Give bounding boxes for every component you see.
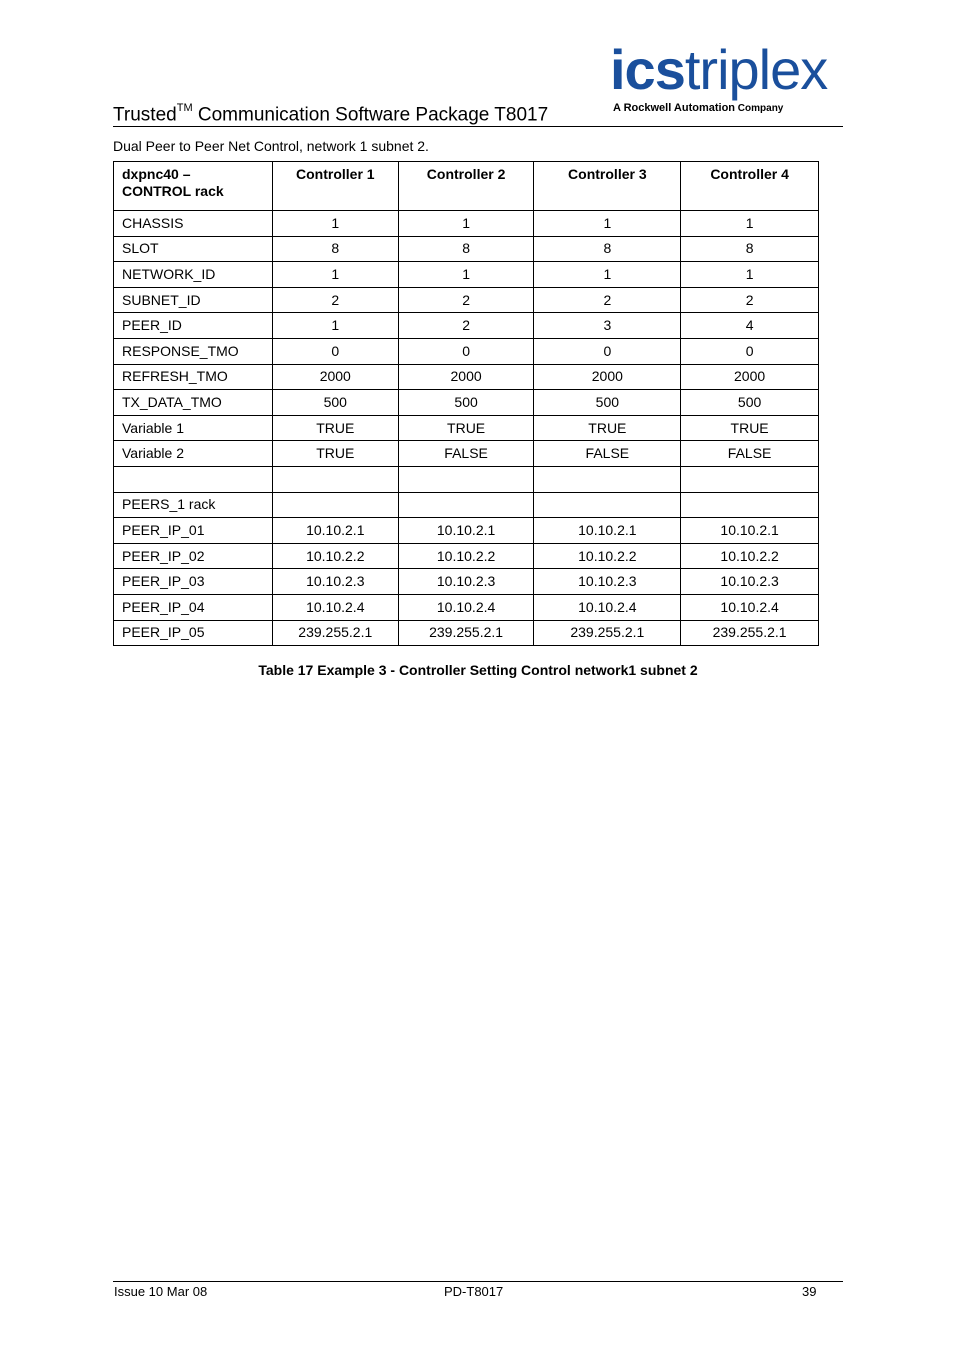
cell-controller-1: 1 <box>272 313 398 339</box>
cell-controller-4: 2 <box>681 287 819 313</box>
cell-controller-4: 10.10.2.1 <box>681 518 819 544</box>
header-title-trusted: Trusted <box>113 104 177 126</box>
cell-controller-4: 8 <box>681 236 819 262</box>
table-row <box>114 569 819 595</box>
cell-controller-2: 10.10.2.1 <box>398 518 534 544</box>
header-title-product: Communication Software Package T8017 <box>192 104 549 126</box>
cell-controller-1: 2 <box>272 287 398 313</box>
cell-controller-2: 10.10.2.4 <box>398 594 534 620</box>
cell-controller-3: FALSE <box>534 441 681 467</box>
cell-controller-2: 1 <box>398 211 534 237</box>
cell-controller-3: 3 <box>534 313 681 339</box>
cell-controller-4: 1 <box>681 262 819 288</box>
logo-tagline-a: A <box>613 102 624 114</box>
row-label: SLOT <box>114 236 273 262</box>
row-label: RESPONSE_TMO <box>114 338 273 364</box>
cell-controller-2: 239.255.2.1 <box>398 620 534 646</box>
row-label: PEER_IP_02 <box>114 543 273 569</box>
table-row <box>114 518 819 544</box>
cell-controller-3: 10.10.2.2 <box>534 543 681 569</box>
table-row <box>114 364 819 390</box>
row-label: NETWORK_ID <box>114 262 273 288</box>
cell-controller-1: 8 <box>272 236 398 262</box>
cell-controller-1: 10.10.2.4 <box>272 594 398 620</box>
table-row <box>114 415 819 441</box>
cell-controller-3: 1 <box>534 262 681 288</box>
table-row <box>114 466 819 492</box>
cell-controller-4: 0 <box>681 338 819 364</box>
cell-controller-4: FALSE <box>681 441 819 467</box>
cell-controller-2: 2 <box>398 313 534 339</box>
cell-controller-2: 8 <box>398 236 534 262</box>
cell-controller-1: 10.10.2.3 <box>272 569 398 595</box>
table-header-controller-3: Controller 3 <box>534 162 681 211</box>
intro-text: Dual Peer to Peer Net Control, network 1 subnet 2. <box>113 138 429 154</box>
table-row <box>114 211 819 237</box>
header-divider <box>113 126 843 127</box>
cell-controller-2: 10.10.2.3 <box>398 569 534 595</box>
logo-tagline-brand: Rockwell Automation <box>623 102 736 114</box>
cell-controller-3: 2 <box>534 287 681 313</box>
controller-settings-table <box>113 161 819 646</box>
table-row <box>114 543 819 569</box>
table-header-controller-4: Controller 4 <box>681 162 819 211</box>
page-header-title <box>113 98 548 127</box>
row-label: PEER_IP_04 <box>114 594 273 620</box>
row-label: SUBNET_ID <box>114 287 273 313</box>
cell-controller-1: 10.10.2.1 <box>272 518 398 544</box>
row-label: PEER_IP_01 <box>114 518 273 544</box>
table-row <box>114 492 819 518</box>
table-row <box>114 287 819 313</box>
cell-controller-3: 500 <box>534 390 681 416</box>
cell-controller-3: TRUE <box>534 415 681 441</box>
row-label <box>114 466 273 492</box>
cell-controller-2: FALSE <box>398 441 534 467</box>
cell-controller-3 <box>534 492 681 518</box>
row-label: REFRESH_TMO <box>114 364 273 390</box>
row-label: PEER_IP_03 <box>114 569 273 595</box>
cell-controller-1: TRUE <box>272 415 398 441</box>
table-row <box>114 262 819 288</box>
logo-wordmark <box>610 40 827 100</box>
table-header-controller-2: Controller 2 <box>398 162 534 211</box>
cell-controller-3: 10.10.2.3 <box>534 569 681 595</box>
cell-controller-2: 0 <box>398 338 534 364</box>
table-header-rack <box>114 162 273 211</box>
cell-controller-1: 500 <box>272 390 398 416</box>
logo-tagline <box>613 101 783 116</box>
cell-controller-4: 239.255.2.1 <box>681 620 819 646</box>
table-row <box>114 620 819 646</box>
cell-controller-4 <box>681 466 819 492</box>
cell-controller-1: 10.10.2.2 <box>272 543 398 569</box>
cell-controller-3: 2000 <box>534 364 681 390</box>
cell-controller-1: 2000 <box>272 364 398 390</box>
table-row <box>114 338 819 364</box>
cell-controller-4: 10.10.2.2 <box>681 543 819 569</box>
cell-controller-4 <box>681 492 819 518</box>
table-header-row <box>114 162 819 211</box>
cell-controller-2: 10.10.2.2 <box>398 543 534 569</box>
cell-controller-2: 2 <box>398 287 534 313</box>
row-label: TX_DATA_TMO <box>114 390 273 416</box>
table-row <box>114 313 819 339</box>
row-label: Variable 2 <box>114 441 273 467</box>
cell-controller-4: TRUE <box>681 415 819 441</box>
cell-controller-4: 10.10.2.3 <box>681 569 819 595</box>
row-label: CHASSIS <box>114 211 273 237</box>
footer-page-number: 39 <box>802 1284 817 1299</box>
table-row <box>114 390 819 416</box>
cell-controller-4: 1 <box>681 211 819 237</box>
cell-controller-4: 2000 <box>681 364 819 390</box>
cell-controller-2: TRUE <box>398 415 534 441</box>
table-row <box>114 236 819 262</box>
logo-tagline-company: Company <box>735 103 784 114</box>
cell-controller-2: 500 <box>398 390 534 416</box>
cell-controller-2: 1 <box>398 262 534 288</box>
table-caption: Table 17 Example 3 - Controller Setting Control network1 subnet 2 <box>258 662 698 678</box>
rack-header-line1: dxpnc40 – <box>122 166 191 182</box>
footer-divider <box>113 1281 843 1282</box>
table-row <box>114 441 819 467</box>
cell-controller-1: 1 <box>272 211 398 237</box>
cell-controller-4: 4 <box>681 313 819 339</box>
row-label: Variable 1 <box>114 415 273 441</box>
table-body <box>114 211 819 646</box>
logo-ics-text: ics <box>610 38 685 101</box>
cell-controller-3: 8 <box>534 236 681 262</box>
cell-controller-2: 2000 <box>398 364 534 390</box>
cell-controller-1: 1 <box>272 262 398 288</box>
cell-controller-3: 10.10.2.4 <box>534 594 681 620</box>
cell-controller-3: 239.255.2.1 <box>534 620 681 646</box>
cell-controller-3: 1 <box>534 211 681 237</box>
cell-controller-1 <box>272 492 398 518</box>
ics-triplex-logo <box>610 40 844 120</box>
row-label: PEERS_1 rack <box>114 492 273 518</box>
footer-issue: Issue 10 Mar 08 <box>114 1284 208 1299</box>
cell-controller-1: 0 <box>272 338 398 364</box>
cell-controller-3 <box>534 466 681 492</box>
cell-controller-1: 239.255.2.1 <box>272 620 398 646</box>
footer-doc-id: PD-T8017 <box>444 1284 504 1299</box>
row-label: PEER_IP_05 <box>114 620 273 646</box>
trademark-superscript: TM <box>176 102 193 114</box>
cell-controller-1: TRUE <box>272 441 398 467</box>
cell-controller-3: 10.10.2.1 <box>534 518 681 544</box>
table-header-controller-1: Controller 1 <box>272 162 398 211</box>
cell-controller-3: 0 <box>534 338 681 364</box>
logo-triplex-text: triplex <box>684 38 828 101</box>
cell-controller-2 <box>398 492 534 518</box>
cell-controller-1 <box>272 466 398 492</box>
table-row <box>114 594 819 620</box>
rack-header-line2: CONTROL rack <box>122 183 224 199</box>
cell-controller-4: 500 <box>681 390 819 416</box>
cell-controller-4: 10.10.2.4 <box>681 594 819 620</box>
cell-controller-2 <box>398 466 534 492</box>
row-label: PEER_ID <box>114 313 273 339</box>
